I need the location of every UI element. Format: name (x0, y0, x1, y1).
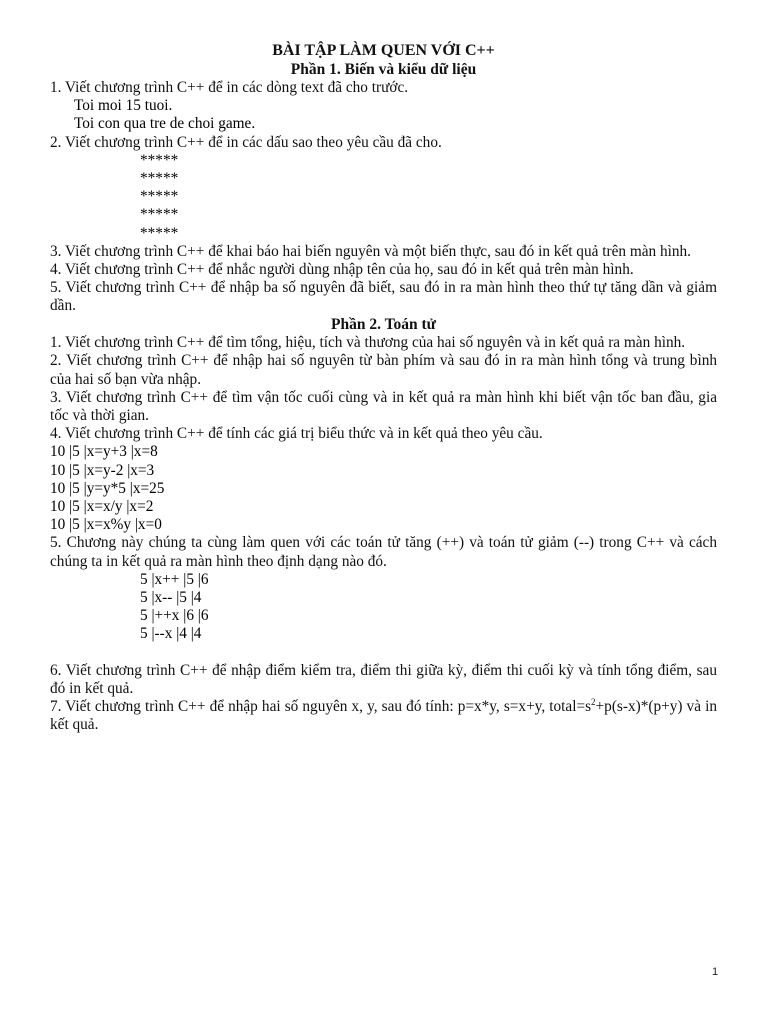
exercise-number: 5. (50, 534, 62, 552)
exercise-text: Viết chương trình C++ để tính các giá trị biểu thức và in kết quả theo yêu cầu. (61, 425, 543, 443)
exercise-number: 5. (50, 279, 62, 297)
operator-line: 5 |x++ |5 |6 (140, 570, 209, 588)
exercise-text: +p(s-x)*(p+y) và in kết quả. (50, 698, 717, 734)
exercise-number: 6. (50, 661, 62, 679)
exercise-text: Viết chương trình C++ để nhập hai số nguyên x, y, sau đó tính: p=x*y, s=x+y, total=s (61, 698, 592, 716)
exercise-1-3 (50, 243, 717, 261)
part1-heading: Phần 1. Biến và kiểu dữ liệu (290, 60, 477, 78)
exercise-number: 1. (50, 79, 62, 96)
exercise-2-6 (50, 662, 717, 698)
exercise-number: 4. (50, 261, 62, 279)
exercise-number: 2. (50, 352, 62, 370)
operator-line: 5 |++x |6 |6 (140, 607, 209, 625)
part2-heading: Phần 2. Toán tử (331, 315, 436, 333)
expression-line: 10 |5 |x=y-2 |x=3 (50, 461, 155, 479)
star-row: ***** (140, 151, 179, 169)
exercise-text: Viết chương trình C++ để in các dấu sao theo yêu cầu đã cho. (61, 133, 442, 151)
star-row: ***** (140, 188, 179, 206)
exercise-1-2 (50, 134, 717, 152)
expression-line: 10 |5 |x=y+3 |x=8 (50, 443, 158, 461)
exercise-number: 3. (50, 388, 62, 406)
expression-line: 10 |5 |x=x/y |x=2 (50, 497, 154, 515)
exercise-2-1 (50, 334, 717, 352)
sample-line: Toi moi 15 tuoi. (74, 97, 173, 115)
exercise-2-4 (50, 425, 717, 443)
exercise-number: 1. (50, 334, 62, 352)
exercise-2-3 (50, 389, 717, 425)
operator-line: 5 |x-- |5 |4 (140, 588, 202, 606)
expression-line: 10 |5 |y=y*5 |x=25 (50, 479, 165, 497)
exercise-1-5 (50, 279, 717, 315)
expression-line: 10 |5 |x=x%y |x=0 (50, 516, 162, 534)
exercise-2-2 (50, 352, 717, 388)
exercise-text: Viết chương trình C++ để nhắc người dùng nhập tên của họ, sau đó in kết quả trên màn hình. (61, 261, 634, 279)
exercise-text: Viết chương trình C++ để nhập ba số nguyên đã biết, sau đó in ra màn hình theo thứ tự tăng dần và giảm dần. (50, 279, 717, 315)
exercise-number: 7. (50, 698, 62, 716)
exercise-1-1 (50, 79, 717, 97)
blank-line (50, 644, 717, 662)
page-number: 1 (712, 966, 719, 978)
star-row: ***** (140, 206, 179, 224)
star-row: ***** (140, 170, 179, 188)
exercise-2-5 (50, 534, 717, 570)
exercise-number: 2. (50, 133, 62, 151)
exercise-text: Viết chương trình C++ để tìm tổng, hiệu, tích và thương của hai số nguyên và in kết quả ra màn hình. (61, 334, 686, 352)
exercise-text: Viết chương trình C++ để nhập hai số nguyên từ bàn phím và sau đó in ra màn hình tổng và trung bình của hai số bạn vừa nhập. (50, 352, 717, 388)
exercise-text: Viết chương trình C++ để khai báo hai biến nguyên và một biến thực, sau đó in kết quả trên màn hình. (61, 242, 692, 260)
star-row: ***** (140, 224, 179, 242)
superscript: 2 (591, 697, 596, 708)
document-title: BÀI TẬP LÀM QUEN VỚI C++ (272, 42, 495, 59)
exercise-2-7 (50, 698, 717, 734)
exercise-text: Viết chương trình C++ để tìm vận tốc cuối cùng và in kết quả ra màn hình khi biết vận tốc ban đầu, gia tốc và thời gian. (50, 388, 717, 424)
exercise-number: 4. (50, 425, 62, 443)
exercise-text: Viết chương trình C++ để nhập điểm kiểm tra, điểm thi giữa kỳ, điểm thi cuối kỳ và tính tổng điểm, sau đó in kết quả. (50, 661, 717, 697)
exercise-text: Viết chương trình C++ để in các dòng text đã cho trước. (61, 79, 409, 96)
exercise-1-4 (50, 261, 717, 279)
exercise-number: 3. (50, 242, 62, 260)
exercise-text: Chương này chúng ta cùng làm quen với các toán tử tăng (++) và toán tử giảm (--) trong C++ và cách chúng ta in kết quả ra màn hình theo định dạng nào đó. (50, 534, 717, 570)
operator-line: 5 |--x |4 |4 (140, 625, 202, 643)
document-page (50, 0, 717, 735)
sample-line: Toi con qua tre de choi game. (74, 115, 256, 133)
